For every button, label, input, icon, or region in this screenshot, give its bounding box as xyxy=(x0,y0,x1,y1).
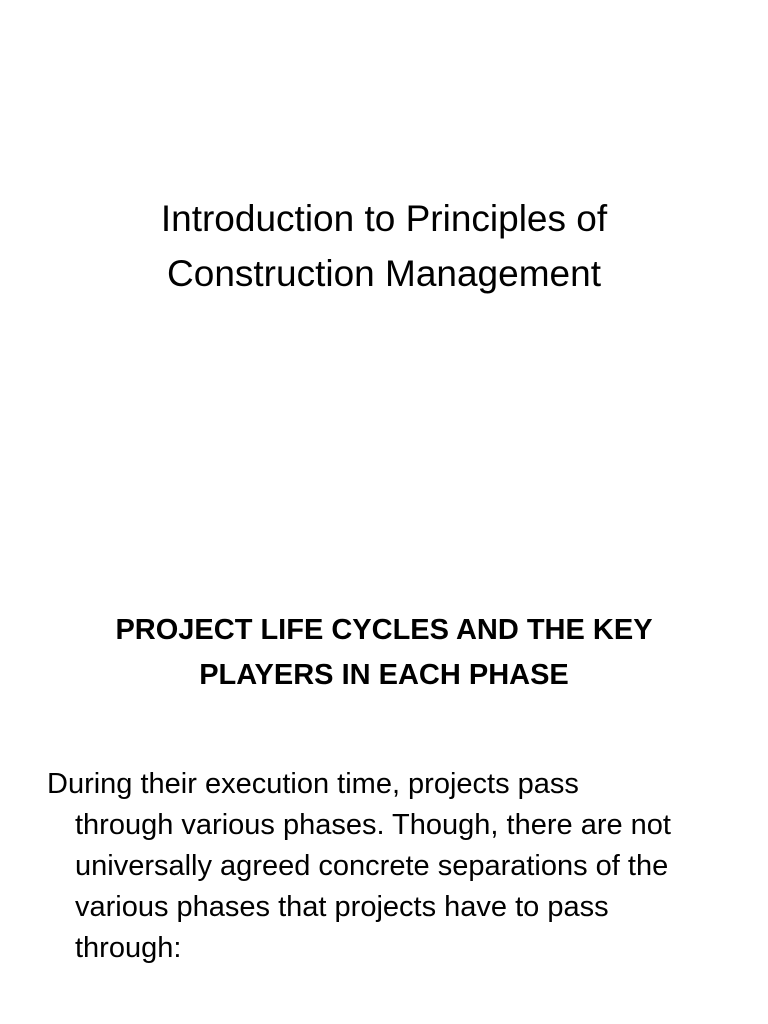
heading-line: PROJECT LIFE CYCLES AND THE KEY xyxy=(115,614,653,646)
body-paragraph xyxy=(47,764,737,969)
title-line: Construction Management xyxy=(167,253,601,294)
body-line: During their execution time, projects pass xyxy=(47,768,579,800)
body-line: universally agreed concrete separations of the xyxy=(75,850,669,882)
section-heading xyxy=(60,608,708,698)
page-title xyxy=(60,191,708,301)
body-line: through various phases. Though, there are not xyxy=(75,809,671,841)
title-line: Introduction to Principles of xyxy=(160,198,608,239)
body-line: various phases that projects have to pass xyxy=(75,891,609,923)
heading-line: PLAYERS IN EACH PHASE xyxy=(199,659,569,691)
body-line: through: xyxy=(75,932,182,964)
